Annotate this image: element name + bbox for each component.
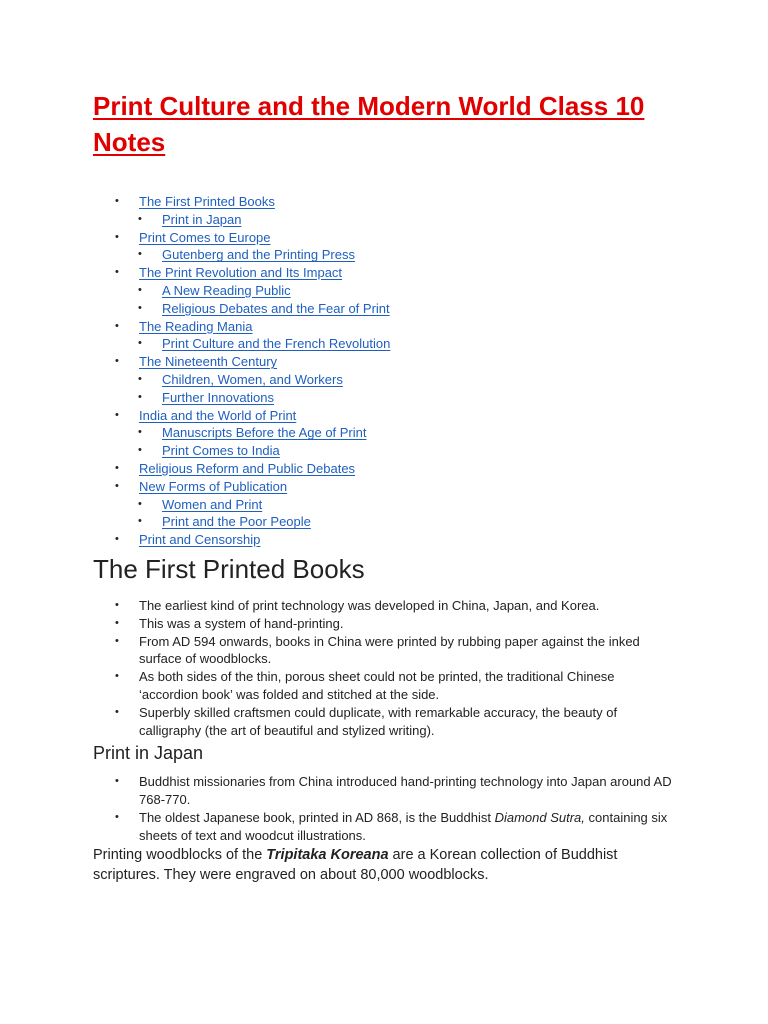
toc-subitem[interactable]	[93, 335, 673, 353]
toc-subitem[interactable]	[93, 211, 673, 229]
para-suffix: are a Korean collection of Buddhist scriptures. They were engraved on about 80,000 woodblocks.	[93, 846, 618, 883]
list-item	[93, 668, 673, 704]
para-prefix: Printing woodblocks of the	[93, 846, 267, 863]
bullet-glyph: •	[115, 598, 119, 611]
bullet-glyph: •	[115, 775, 119, 788]
subsection-heading-print-in-japan: Print in Japan	[93, 743, 204, 764]
document-title-link[interactable]: Print Culture and the Modern World Class 10 Notes	[93, 91, 645, 157]
bullet-glyph: •	[138, 372, 142, 385]
bullet-glyph: •	[115, 195, 119, 207]
table-of-contents	[93, 193, 673, 549]
toc-link[interactable]: The First Printed Books	[139, 194, 275, 209]
toc-sublink[interactable]: Manuscripts Before the Age of Print	[162, 425, 367, 441]
toc-sublink[interactable]: Print Comes to India	[162, 443, 280, 459]
bullet-glyph: •	[138, 515, 142, 528]
bullet-glyph: •	[115, 319, 119, 332]
section-heading-first-printed-books: The First Printed Books	[93, 553, 365, 584]
bullet-glyph: •	[115, 634, 119, 647]
toc-subitem[interactable]	[93, 513, 673, 531]
toc-item[interactable]	[93, 193, 673, 211]
bullet-glyph: •	[115, 230, 119, 243]
bullet-glyph: •	[115, 810, 119, 823]
bullet-glyph: •	[115, 705, 119, 718]
bullet-glyph: •	[115, 461, 119, 474]
bullet-glyph: •	[115, 616, 119, 629]
toc-subitem[interactable]	[93, 496, 673, 514]
bullet-glyph: •	[138, 497, 142, 510]
toc-item[interactable]	[93, 478, 673, 496]
paragraph-tripitaka	[93, 845, 673, 886]
toc-sublink[interactable]: Print Culture and the French Revolution	[162, 336, 391, 352]
bullet-text: The earliest kind of print technology was developed in China, Japan, and Korea.	[139, 597, 600, 613]
toc-sublink[interactable]: Print and the Poor People	[162, 514, 311, 530]
toc-sublink[interactable]: Further Innovations	[162, 389, 275, 405]
toc-list	[93, 193, 673, 549]
bullet-glyph: •	[138, 248, 142, 261]
bullet-text: From AD 594 onwards, books in China were printed by rubbing paper against the inked surface of woodblocks.	[139, 633, 640, 667]
toc-sublink[interactable]: Print in Japan	[162, 211, 242, 227]
toc-link[interactable]: New Forms of Publication	[139, 478, 288, 494]
toc-item[interactable]	[93, 531, 673, 549]
bullet-glyph: •	[115, 479, 119, 492]
toc-item[interactable]	[93, 229, 673, 247]
bullet-text: This was a system of hand-printing.	[139, 615, 344, 631]
list-item	[93, 704, 673, 740]
document-page	[93, 88, 673, 886]
bullet-text-prefix: The oldest Japanese book, printed in AD 868, is the Buddhist	[139, 809, 495, 825]
toc-link[interactable]: Print and Censorship	[139, 532, 261, 548]
list-item	[93, 809, 673, 845]
bullet-text-suffix: containing six sheets of text and woodcut illustrations.	[139, 809, 668, 843]
toc-sublink[interactable]: Religious Debates and the Fear of Print	[162, 300, 390, 316]
toc-item[interactable]	[93, 460, 673, 478]
toc-link[interactable]: India and the World of Print	[139, 407, 297, 423]
bullet-glyph: •	[115, 355, 119, 368]
list-item	[93, 633, 673, 669]
toc-subitem[interactable]	[93, 300, 673, 318]
bullet-glyph: •	[138, 444, 142, 457]
bullet-glyph: •	[138, 301, 142, 314]
toc-link[interactable]: Print Comes to Europe	[139, 229, 271, 245]
section2-bullet-list	[93, 773, 673, 844]
toc-link[interactable]: Religious Reform and Public Debates	[139, 460, 356, 476]
toc-item[interactable]	[93, 264, 673, 282]
bullet-glyph: •	[138, 212, 142, 225]
bullet-glyph: •	[115, 533, 119, 546]
toc-subitem[interactable]	[93, 389, 673, 407]
toc-sublink[interactable]: A New Reading Public	[162, 282, 291, 298]
toc-sublink[interactable]: Children, Women, and Workers	[162, 371, 343, 387]
bullet-text: Superbly skilled craftsmen could duplicate, with remarkable accuracy, the beauty of calligraphy (the art of beautiful and stylized writing).	[139, 704, 618, 738]
bullet-glyph: •	[138, 426, 142, 439]
document-title[interactable]	[93, 88, 673, 160]
toc-subitem[interactable]	[93, 282, 673, 300]
bullet-text: Buddhist missionaries from China introduced hand-printing technology into Japan around AD 768-770.	[139, 774, 672, 808]
list-item	[93, 615, 673, 633]
para-strong: Tripitaka Koreana	[266, 846, 389, 863]
list-item	[93, 773, 673, 809]
bullet-text: As both sides of the thin, porous sheet could not be printed, the traditional Chinese ‘accordion book’ was folded and stitched at the side.	[139, 669, 615, 702]
bullet-text-italic: Diamond Sutra,	[494, 809, 585, 825]
toc-sublink[interactable]: Gutenberg and the Printing Press	[162, 247, 355, 263]
section1-bullet-list	[93, 597, 673, 739]
bullet-glyph: •	[115, 408, 119, 421]
bullet-glyph: •	[138, 283, 142, 296]
toc-item[interactable]	[93, 318, 673, 336]
toc-subitem[interactable]	[93, 246, 673, 264]
toc-item[interactable]	[93, 407, 673, 425]
toc-subitem[interactable]	[93, 371, 673, 389]
toc-subitem[interactable]	[93, 442, 673, 460]
toc-sublink[interactable]: Women and Print	[162, 496, 263, 512]
bullet-glyph: •	[115, 266, 119, 279]
toc-link[interactable]: The Print Revolution and Its Impact	[139, 265, 343, 281]
bullet-glyph: •	[115, 670, 119, 683]
toc-link[interactable]: The Reading Mania	[139, 318, 253, 334]
toc-item[interactable]	[93, 353, 673, 371]
bullet-glyph: •	[138, 337, 142, 350]
bullet-glyph: •	[138, 390, 142, 403]
list-item	[93, 597, 673, 615]
toc-subitem[interactable]	[93, 424, 673, 442]
toc-link[interactable]: The Nineteenth Century	[139, 354, 278, 370]
